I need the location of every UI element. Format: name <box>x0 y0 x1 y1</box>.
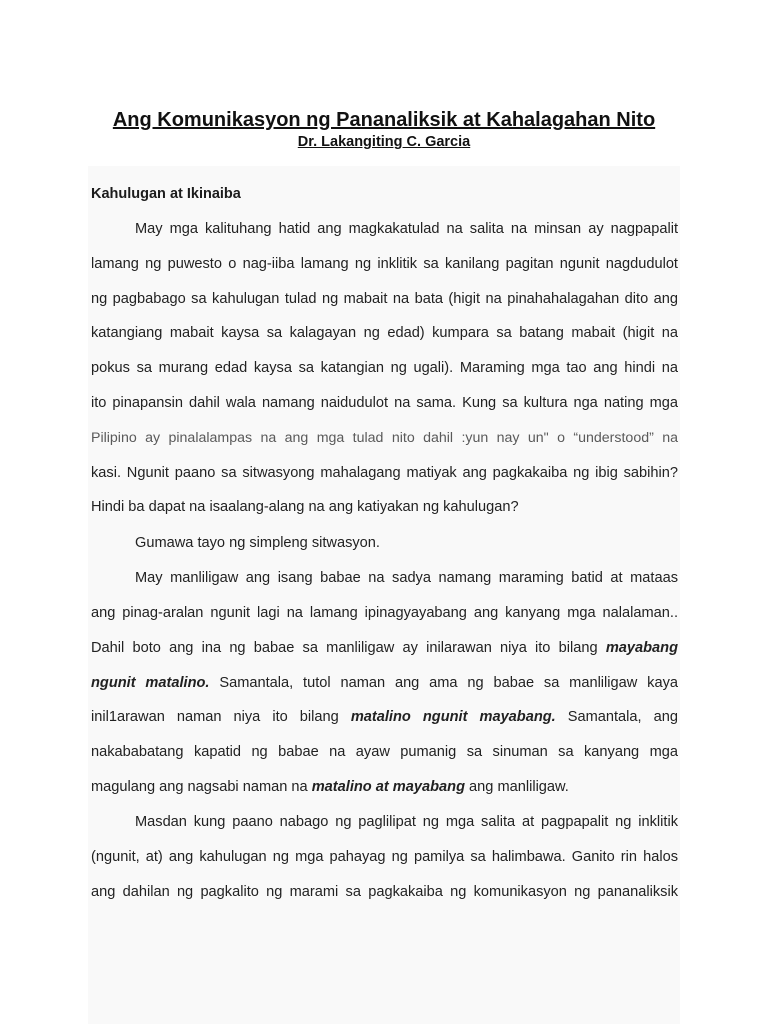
text-line-20: ang dahilan ng pagkalito ng marami sa pagkakaiba ng komunikasyon ng pananaliksik <box>91 884 678 900</box>
text-line-15 <box>91 707 678 727</box>
text-line-16: nakababatang kapatid ng babae na ayaw pumanig sa sinuman sa kanyang mga <box>91 744 678 760</box>
text-line-13 <box>91 638 678 658</box>
emphasis-text: matalino at mayabang <box>311 779 465 795</box>
text-span: ang manliligaw. <box>469 779 569 795</box>
emphasis-text: matalino ngunit mayabang. <box>350 709 556 725</box>
document-author: Dr. Lakangiting C. Garcia <box>297 134 471 150</box>
document-title: Ang Komunikasyon ng Pananaliksik at Kahalagahan Nito <box>112 109 656 131</box>
text-line-18: Masdan kung paano nabago ng paglilipat ng mga salita at pagpapalit ng inklitik <box>135 814 678 830</box>
text-line-4: katangiang mabait kaysa sa kalagayan ng edad) kumpara sa batang mabait (higit na <box>91 325 678 341</box>
emphasis-text: mayabang <box>605 640 678 656</box>
text-line-9: Hindi ba dapat na isaalang-alang na ang katiyakan ng kahulugan? <box>91 499 519 515</box>
text-span: Samantala, ang <box>567 709 678 725</box>
section-heading: Kahulugan at Ikinaiba <box>91 186 241 202</box>
text-line-11: May manliligaw ang isang babae na sadya namang maraming batid at mataas <box>135 570 678 586</box>
text-line-19: (ngunit, at) ang kahulugan ng mga pahayag ng pamilya sa halimbawa. Ganito rin halos <box>91 849 678 865</box>
text-span: inil1arawan naman niya ito bilang <box>91 709 339 725</box>
text-line-12: ang pinag-aralan ngunit lagi na lamang ipinagyayabang ang kanyang mga nalalaman.. <box>91 605 678 621</box>
text-line-6: ito pinapansin dahil wala namang naidudulot na sama. Kung sa kultura nga nating mga <box>91 395 678 411</box>
text-span: magulang ang nagsabi naman na <box>91 779 308 795</box>
text-span: Samantala, tutol naman ang ama ng babae sa manliligaw kaya <box>219 675 678 691</box>
text-line-8: kasi. Ngunit paano sa sitwasyong mahalagang matiyak ang pagkakaiba ng ibig sabihin? <box>91 465 678 481</box>
emphasis-text: ngunit matalino. <box>91 675 210 691</box>
text-line-5: pokus sa murang edad kaysa sa katangian ng ugali). Maraming mga tao ang hindi na <box>91 360 678 376</box>
text-line-3: ng pagbabago sa kahulugan tulad ng mabait na bata (higit na pinahahalagahan dito ang <box>91 291 678 307</box>
text-line-10: Gumawa tayo ng simpleng sitwasyon. <box>135 535 380 551</box>
text-line-7: Pilipino ay pinalalampas na ang mga tulad nito dahil :yun nay un" o “understood” na <box>91 430 678 446</box>
text-line-14 <box>91 673 678 693</box>
text-line-1: May mga kalituhang hatid ang magkakatulad na salita na minsan ay nagpapalit <box>135 221 678 237</box>
text-line-17 <box>91 777 678 797</box>
text-span: Dahil boto ang ina ng babae sa manliligaw ay inilarawan niya ito bilang <box>91 640 598 656</box>
text-line-2: lamang ng puwesto o nag-iiba lamang ng inklitik sa kanilang pagitan ngunit nagdudulot <box>91 256 678 272</box>
